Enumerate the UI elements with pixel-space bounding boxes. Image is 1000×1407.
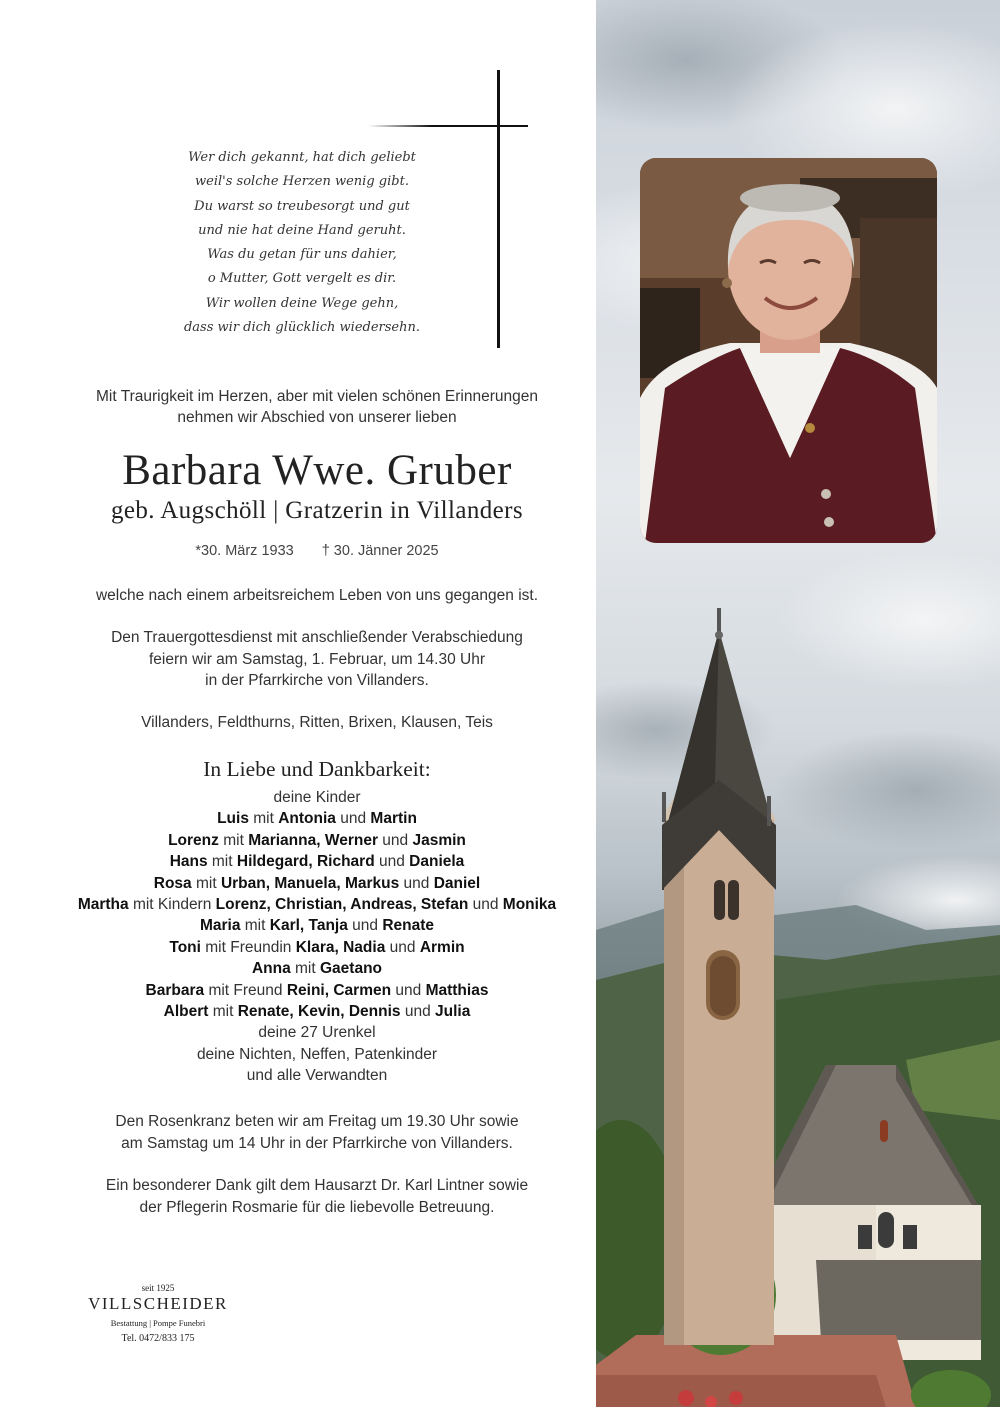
family-connector: mit xyxy=(208,1003,238,1021)
family-connector: mit xyxy=(240,917,270,935)
intro-line: Mit Traurigkeit im Herzen, aber mit vielen schönen Erinnerungen xyxy=(96,388,538,405)
poem-line: Du warst so treubesorgt und gut xyxy=(194,198,410,214)
service-info xyxy=(40,627,594,692)
family-member-names: Martha xyxy=(77,896,129,914)
intro-text xyxy=(40,386,594,428)
family-member-names: Toni xyxy=(169,938,201,956)
relatives-line: und alle Verwandten xyxy=(246,1067,388,1085)
deceased-birth-info: geb. Augschöll | Gratzerin in Villanders xyxy=(110,497,523,524)
poem-line: Wir wollen deine Wege gehn, xyxy=(205,295,399,311)
service-line: in der Pfarrkirche von Villanders. xyxy=(205,672,429,689)
family-member-names: Renate xyxy=(382,917,435,935)
family-connector: und xyxy=(377,831,413,849)
family-member-names: Hildegard, Richard xyxy=(236,853,375,871)
family-connector: und xyxy=(347,917,383,935)
poem-line: Was du getan für uns dahier, xyxy=(207,247,397,263)
family-member-names: Maria xyxy=(199,917,241,935)
family-row xyxy=(0,830,634,851)
family-member-names: Julia xyxy=(435,1003,471,1021)
church-tower-image xyxy=(596,560,1000,1407)
family-connector: und xyxy=(468,896,503,914)
portrait-photo xyxy=(640,158,937,543)
family-member-names: Daniel xyxy=(433,874,481,892)
family-row xyxy=(0,851,634,872)
portrait-image xyxy=(640,158,937,543)
family-connector: mit xyxy=(218,831,249,849)
death-date: † 30. Jänner 2025 xyxy=(321,543,439,559)
family-member-names: Karl, Tanja xyxy=(269,917,348,935)
life-line: welche nach einem arbeitsreichem Leben von uns gegangen ist. xyxy=(95,587,539,604)
family-row xyxy=(0,937,634,958)
family-member-names: Gaetano xyxy=(320,960,383,978)
great-grandchildren-line: deine 27 Urenkel xyxy=(258,1024,376,1042)
relatives-line: deine Nichten, Neffen, Patenkinder xyxy=(196,1045,438,1063)
cross-vertical-bar xyxy=(497,70,500,348)
birth-date: *30. März 1933 xyxy=(195,543,294,559)
family-connector: mit Freund xyxy=(204,981,287,999)
logo-since: seit 1925 xyxy=(141,1283,175,1293)
poem-line: und nie hat deine Hand geruht. xyxy=(198,222,406,238)
places-line: Villanders, Feldthurns, Ritten, Brixen, Klausen, Teis xyxy=(141,714,493,731)
family-connector: und xyxy=(400,1003,436,1021)
family-connector: und xyxy=(399,874,434,892)
children-rows xyxy=(0,808,634,1022)
memorial-poem xyxy=(160,146,444,340)
family-member-names: Luis xyxy=(217,810,249,828)
family-row xyxy=(0,1001,634,1022)
family-connector: mit xyxy=(290,960,320,978)
thanks-info xyxy=(40,1175,594,1218)
family-member-names: Rosa xyxy=(153,874,192,892)
family-member-names: Anna xyxy=(251,960,291,978)
poem-line: o Mutter, Gott vergelt es dir. xyxy=(207,271,397,287)
rosary-line: am Samstag um 14 Uhr in der Pfarrkirche von Villanders. xyxy=(121,1134,513,1152)
intro-line: nehmen wir Abschied von unserer lieben xyxy=(177,409,457,426)
family-list xyxy=(0,787,634,1087)
children-heading: deine Kinder xyxy=(273,789,361,806)
family-member-names: Lorenz, Christian, Andreas, Stefan xyxy=(215,896,469,914)
family-member-names: Lorenz xyxy=(168,831,219,849)
family-connector: mit xyxy=(248,810,279,828)
family-row xyxy=(0,915,634,936)
family-member-names: Marianna, Werner xyxy=(248,831,378,849)
family-row xyxy=(0,873,634,894)
thanks-line: der Pflegerin Rosmarie für die liebevolle Betreuung. xyxy=(139,1198,495,1216)
family-connector: und xyxy=(374,853,410,871)
family-row xyxy=(0,958,634,979)
logo-name: VILLSCHEIDER xyxy=(88,1294,228,1313)
family-connector: mit xyxy=(191,874,221,892)
funeral-home-logo xyxy=(88,1283,228,1344)
family-member-names: Martin xyxy=(370,810,417,828)
family-member-names: Armin xyxy=(419,938,465,956)
family-member-names: Urban, Manuela, Markus xyxy=(220,874,400,892)
family-connector: mit Freundin xyxy=(200,938,296,956)
thanks-line: Ein besonderer Dank gilt dem Hausarzt Dr. Karl Lintner sowie xyxy=(105,1177,529,1194)
logo-phone: Tel. 0472/833 175 xyxy=(121,1333,195,1344)
family-connector: und xyxy=(391,981,426,999)
family-connector: und xyxy=(385,938,420,956)
family-member-names: Reini, Carmen xyxy=(286,981,392,999)
family-member-names: Hans xyxy=(169,853,208,871)
family-connector: mit Kindern xyxy=(128,896,216,914)
poem-line: weil's solche Herzen wenig gibt. xyxy=(195,174,409,190)
service-line: Den Trauergottesdienst mit anschließender Verabschiedung xyxy=(111,629,523,646)
service-line: feiern wir am Samstag, 1. Februar, um 14.30 Uhr xyxy=(149,650,485,668)
family-row xyxy=(0,894,634,915)
rosary-line: Den Rosenkranz beten wir am Freitag um 19.30 Uhr sowie xyxy=(115,1113,519,1130)
family-member-names: Monika xyxy=(502,896,557,914)
family-member-names: Matthias xyxy=(425,981,489,999)
family-connector: und xyxy=(335,810,371,828)
family-row xyxy=(0,808,634,829)
family-row xyxy=(0,980,634,1001)
poem-line: Wer dich gekannt, hat dich geliebt xyxy=(188,150,416,165)
deceased-name: Barbara Wwe. Gruber xyxy=(122,447,512,494)
family-member-names: Renate, Kevin, Dennis xyxy=(237,1003,401,1021)
poem-line: dass wir dich glücklich wiedersehn. xyxy=(183,320,420,336)
family-member-names: Jasmin xyxy=(412,831,466,849)
gratitude-heading: In Liebe und Dankbarkeit: xyxy=(203,757,431,781)
family-member-names: Klara, Nadia xyxy=(295,938,386,956)
logo-subtitle: Bestattung | Pompe Funebri xyxy=(110,1318,206,1328)
family-member-names: Albert xyxy=(163,1003,209,1021)
family-connector: mit xyxy=(207,853,237,871)
rosary-info xyxy=(40,1111,594,1154)
family-member-names: Daniela xyxy=(409,853,465,871)
family-member-names: Barbara xyxy=(145,981,205,999)
cross-horizontal-bar xyxy=(368,125,528,127)
family-member-names: Antonia xyxy=(278,810,336,828)
life-dates xyxy=(0,543,634,559)
